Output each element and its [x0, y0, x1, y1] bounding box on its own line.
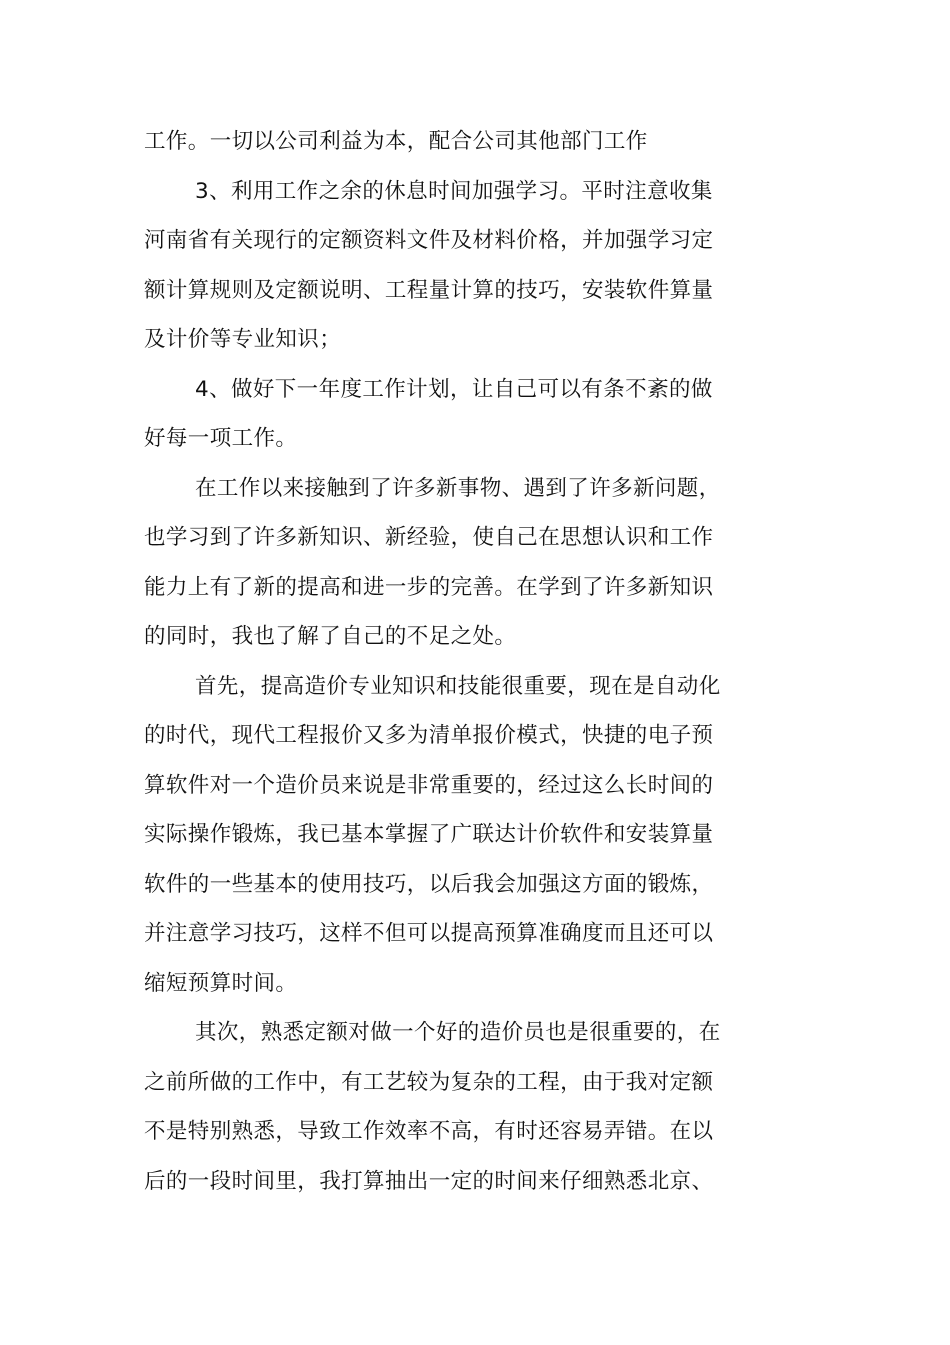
text-line: 河南省有关现行的定额资料文件及材料价格，并加强学习定: [144, 228, 714, 253]
text-line: 在工作以来接触到了许多新事物、遇到了许多新问题，: [195, 475, 721, 501]
text-line: 及计价等专业知识；: [144, 327, 342, 352]
text-line: 实际操作锻炼，我已基本掌握了广联达计价软件和安装算量: [144, 822, 714, 847]
text-line: 算软件对一个造价员来说是非常重要的，经过这么长时间的: [144, 772, 714, 798]
text-line: 软件的一些基本的使用技巧，以后我会加强这方面的锻炼，: [144, 871, 714, 897]
text-line: 缩短预算时间。: [144, 970, 298, 996]
text-line: 并注意学习技巧，这样不但可以提高预算准确度而且还可以: [144, 921, 714, 946]
text-line: 首先，提高造价专业知识和技能很重要，现在是自动化: [195, 673, 721, 699]
text-line: 的时代，现代工程报价又多为清单报价模式，快捷的电子预: [144, 723, 714, 748]
text-line: 好每一项工作。: [144, 426, 298, 451]
text-line: 也学习到了许多新知识、新经验，使自己在思想认识和工作: [144, 525, 714, 550]
text-line: 能力上有了新的提高和进一步的完善。在学到了许多新知识: [144, 574, 714, 600]
text-line: 不是特别熟悉，导致工作效率不高，有时还容易弄错。在以: [144, 1119, 714, 1144]
text-line: 之前所做的工作中，有工艺较为复杂的工程，由于我对定额: [144, 1069, 714, 1095]
text-line: 3、利用工作之余的休息时间加强学习。平时注意收集: [195, 178, 713, 204]
text-line: 其次，熟悉定额对做一个好的造价员也是很重要的，在: [195, 1020, 721, 1045]
text-line: 额计算规则及定额说明、工程量计算的技巧，安装软件算量: [144, 277, 714, 303]
text-line: 4、做好下一年度工作计划，让自己可以有条不紊的做: [195, 376, 713, 402]
text-line: 后的一段时间里，我打算抽出一定的时间来仔细熟悉北京、: [144, 1168, 714, 1194]
text-line: 的同时，我也了解了自己的不足之处。: [144, 624, 517, 649]
text-line: 工作。一切以公司利益为本，配合公司其他部门工作: [144, 129, 648, 154]
body-text: [144, 117, 744, 1206]
